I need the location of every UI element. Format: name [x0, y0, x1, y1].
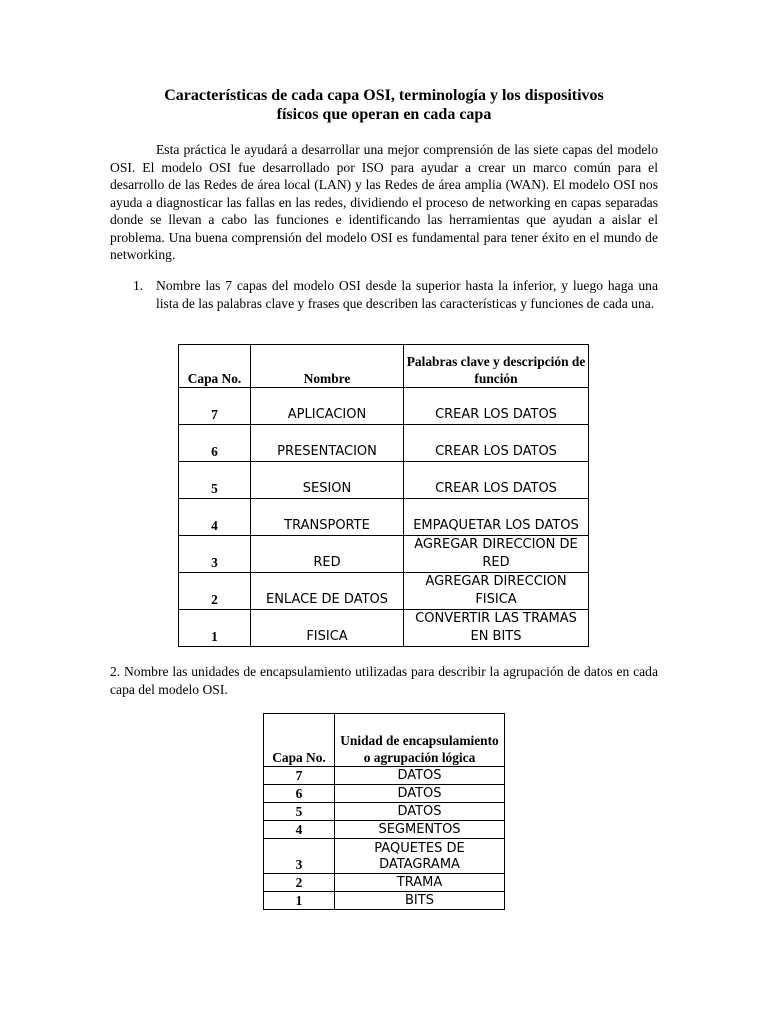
layer-number: 5	[179, 462, 251, 499]
table-row	[179, 610, 589, 647]
question-1-number: 1.	[133, 278, 144, 293]
table-row	[179, 536, 589, 573]
question-1-text: Nombre las 7 capas del modelo OSI desde la superior hasta la inferior, y luego haga una lista de las palabras clave y frases que describen las características y funciones de cada una.	[156, 278, 658, 311]
layer-number: 1	[179, 610, 251, 647]
encapsulation-unit: PAQUETES DE DATAGRAMA	[335, 839, 505, 874]
table-header-row	[264, 714, 505, 767]
layer-name: FISICA	[251, 610, 404, 647]
encapsulation-unit: DATOS	[335, 803, 505, 821]
header-capa-no: Capa No.	[264, 714, 335, 767]
table-row	[179, 425, 589, 462]
table-row	[264, 892, 505, 910]
layer-name: TRANSPORTE	[251, 499, 404, 536]
layer-number: 2	[264, 874, 335, 892]
layer-number: 6	[264, 785, 335, 803]
encapsulation-table	[263, 713, 505, 910]
layer-description: AGREGAR DIRECCION FISICA	[404, 573, 589, 610]
intro-paragraph: Esta práctica le ayudará a desarrollar una mejor comprensión de las siete capas del modelo OSI. El modelo OSI fue desarrollado por ISO para ayudar a crear un marco común para el desarrollo de las Redes de área local (LAN) y las Redes de área amplia (WAN). El modelo OSI nos ayuda a diagnosticar las fallas en las redes, dividiendo el proceso de networking en capas separadas donde se llevan a cabo las funciones e identificando las herramientas que ayudan a aislar el problema. Una buena comprensión del modelo OSI es fundamental para tener éxito en el mundo de networking.	[110, 142, 658, 262]
layer-number: 5	[264, 803, 335, 821]
table-header-row	[179, 345, 589, 388]
layer-name: RED	[251, 536, 404, 573]
osi-layers-table	[178, 344, 589, 647]
layer-number: 3	[264, 839, 335, 874]
layer-name: ENLACE DE DATOS	[251, 573, 404, 610]
document-title	[110, 86, 658, 124]
layer-number: 4	[264, 821, 335, 839]
table-row	[179, 499, 589, 536]
layer-description: CONVERTIR LAS TRAMAS EN BITS	[404, 610, 589, 647]
encapsulation-unit: TRAMA	[335, 874, 505, 892]
layer-description: CREAR LOS DATOS	[404, 425, 589, 462]
header-unidad: Unidad de encapsulamiento o agrupación lógica	[335, 714, 505, 767]
layer-description: EMPAQUETAR LOS DATOS	[404, 499, 589, 536]
encapsulation-unit: DATOS	[335, 767, 505, 785]
table-row	[264, 821, 505, 839]
layer-number: 1	[264, 892, 335, 910]
layer-number: 7	[179, 388, 251, 425]
layer-description: AGREGAR DIRECCION DE RED	[404, 536, 589, 573]
table-row	[179, 388, 589, 425]
encapsulation-unit: DATOS	[335, 785, 505, 803]
table-row	[179, 462, 589, 499]
layer-number: 4	[179, 499, 251, 536]
table-row	[179, 573, 589, 610]
table-row	[264, 839, 505, 874]
header-capa-no: Capa No.	[179, 345, 251, 388]
layer-number: 3	[179, 536, 251, 573]
header-palabras-clave: Palabras clave y descripción de función	[404, 345, 589, 388]
layer-name: PRESENTACION	[251, 425, 404, 462]
table-row	[264, 803, 505, 821]
layer-description: CREAR LOS DATOS	[404, 462, 589, 499]
header-nombre: Nombre	[251, 345, 404, 388]
layer-name: APLICACION	[251, 388, 404, 425]
title-line-1: Características de cada capa OSI, terminología y los dispositivos	[164, 87, 604, 104]
table-row	[264, 785, 505, 803]
table-row	[264, 767, 505, 785]
layer-number: 7	[264, 767, 335, 785]
layer-description: CREAR LOS DATOS	[404, 388, 589, 425]
encapsulation-unit: BITS	[335, 892, 505, 910]
encapsulation-unit: SEGMENTOS	[335, 821, 505, 839]
question-2-text: 2. Nombre las unidades de encapsulamiento utilizadas para describir la agrupación de datos en cada capa del modelo OSI.	[110, 664, 658, 697]
title-line-2: físicos que operan en cada capa	[276, 106, 492, 123]
layer-name: SESION	[251, 462, 404, 499]
layer-number: 6	[179, 425, 251, 462]
table-row	[264, 874, 505, 892]
layer-number: 2	[179, 573, 251, 610]
